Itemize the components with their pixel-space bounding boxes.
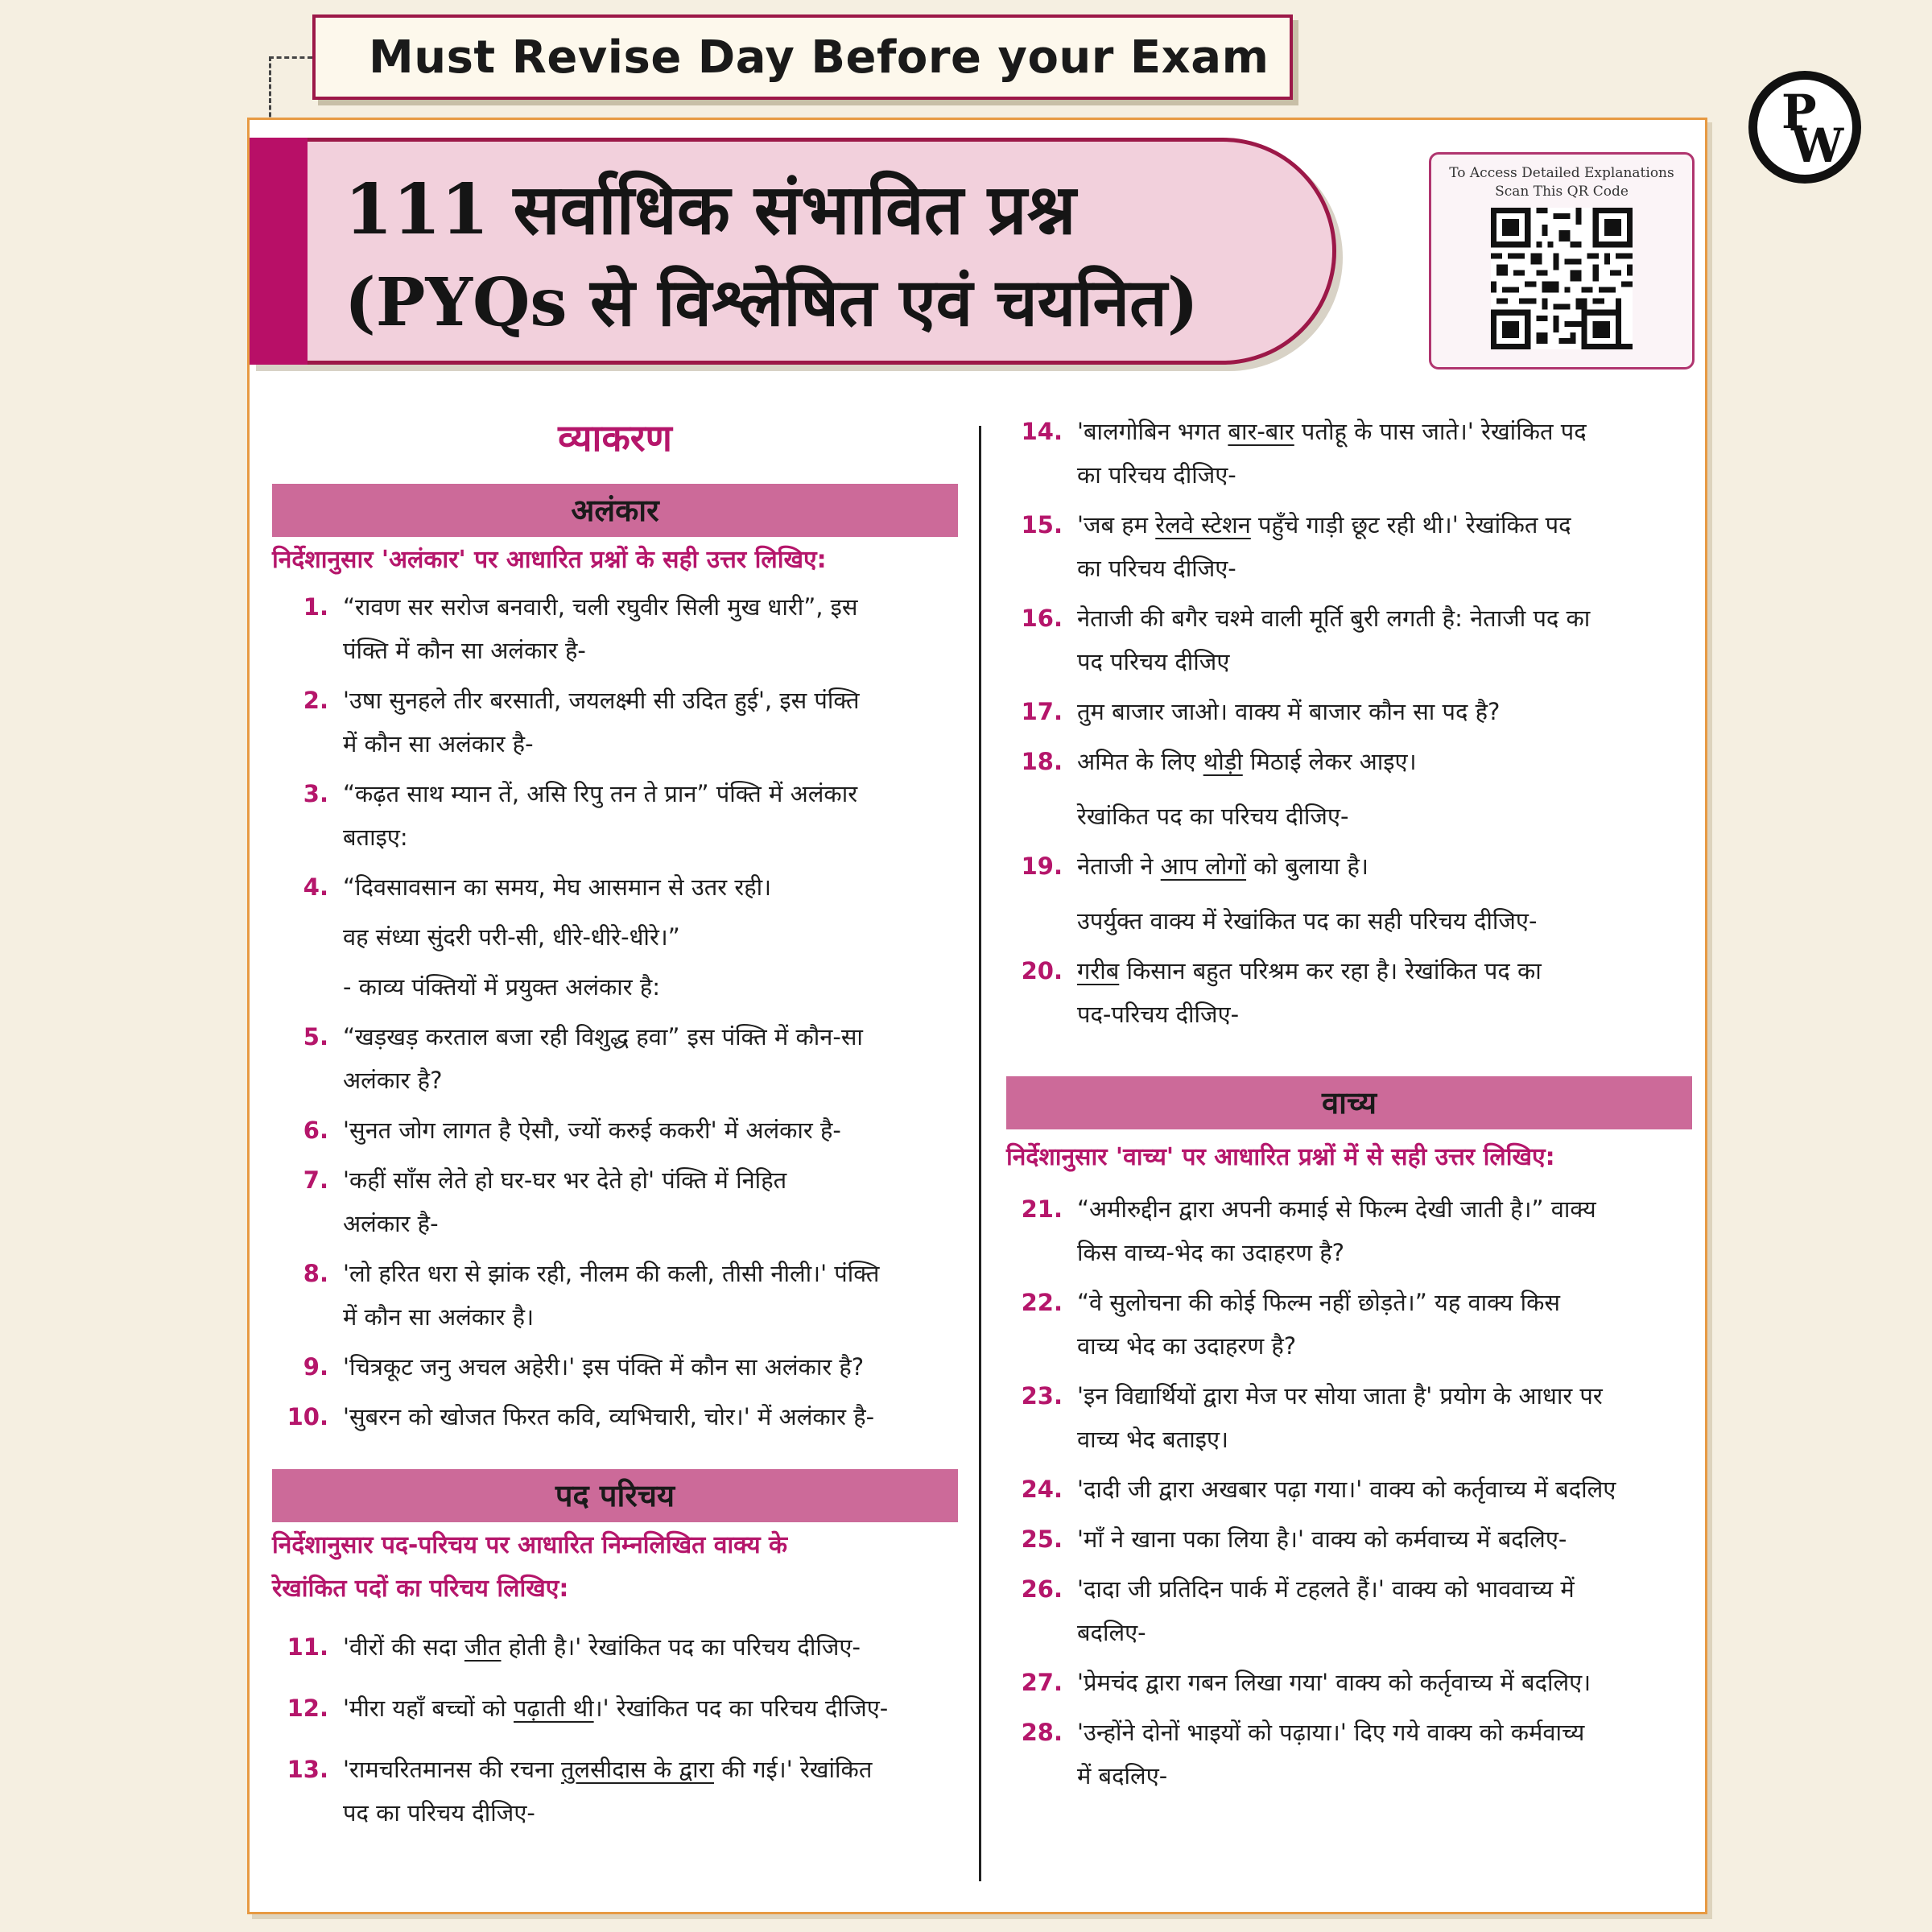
question-1: 1. “रावण सर सरोज बनवारी, चली रघुवीर सिली मुख धारी”, इस पंक्ति में कौन सा अलंकार है- — [303, 593, 858, 664]
question-18: 18. अमित के लिए थोड़ी मिठाई लेकर आइए। रेखांकित पद का परिचय दीजिए- — [1021, 748, 1417, 830]
pw-logo: P W — [1748, 71, 1861, 184]
question-2: 2. 'उषा सुनहले तीर बरसाती, जयलक्ष्मी सी उदित हुई', इस पंक्ति में कौन सा अलंकार है- — [303, 687, 860, 758]
section-title: व्याकरण — [558, 416, 672, 460]
question-27: 27. 'प्रेमचंद द्वारा गबन लिखा गया' वाक्य को कर्तृवाच्य में बदलिए। — [1021, 1669, 1591, 1696]
question-3: 3. “कढ़त साथ म्यान तें, असि रिपु तन ते प्रान” पंक्ति में अलंकार बताइए: — [303, 780, 858, 851]
question-9: 9. 'चित्रकूट जनु अचल अहेरी।' इस पंक्ति में कौन सा अलंकार है? — [303, 1353, 865, 1381]
alankar-heading: अलंकार — [272, 484, 958, 537]
question-26: 26. 'दादा जी प्रतिदिन पार्क में टहलते हैं।' वाक्य को भाववाच्य में बदलिए- — [1021, 1575, 1575, 1646]
question-4: 4. “दिवसावसान का समय, मेघ आसमान से उतर रही। वह संध्या सुंदरी परी-सी, धीरे-धीरे-धीरे।” - काव्य पंक्तियों में प्रयुक्त अलंकार है: — [303, 873, 772, 1001]
page-subtitle: (PYQs से विश्लेषित एवं चयनित) — [345, 264, 1199, 341]
question-11: 11. 'वीरों की सदा जीत होती है।' रेखांकित पद का परिचय दीजिए- — [287, 1633, 861, 1661]
top-banner — [312, 14, 1293, 100]
question-19: 19. नेताजी ने आप लोगों को बुलाया है। उपर्युक्त वाक्य में रेखांकित पद का सही परिचय दीजिए- — [1021, 852, 1538, 935]
vachya-instruction: निर्देशानुसार 'वाच्य' पर आधारित प्रश्नों में से सही उत्तर लिखिए: — [1006, 1143, 1555, 1171]
left-column — [272, 410, 958, 1841]
question-7: 7. 'कहीं साँस लेते हो घर-घर भर देते हो' पंक्ति में निहित अलंकार है- — [303, 1166, 787, 1237]
alankar-instruction: निर्देशानुसार 'अलंकार' पर आधारित प्रश्नों के सही उत्तर लिखिए: — [272, 546, 827, 574]
column-divider — [979, 426, 981, 1881]
question-24: 24. 'दादी जी द्वारा अखबार पढ़ा गया।' वाक्य को कर्तृवाच्य में बदलिए — [1021, 1476, 1616, 1503]
question-23: 23. 'इन विद्यार्थियों द्वारा मेज पर सोया जाता है' प्रयोग के आधार पर वाच्य भेद बताइए। — [1021, 1382, 1603, 1453]
question-25: 25. 'माँ ने खाना पका लिया है।' वाक्य को कर्मवाच्य में बदलिए- — [1021, 1525, 1567, 1553]
question-21: 21. “अमीरुद्दीन द्वारा अपनी कमाई से फिल्म देखी जाती है।” वाक्य किस वाच्य-भेद का उदाहरण है? — [1021, 1195, 1596, 1266]
title-stripe — [250, 138, 308, 365]
page-title: 111 सर्वाधिक संभावित प्रश्न — [345, 169, 1076, 250]
qr-code-icon[interactable] — [1491, 208, 1633, 349]
question-16: 16. नेताजी की बगैर चश्मे वाली मूर्ति बुरी लगती है: नेताजी पद का पद परिचय दीजिए — [1021, 605, 1591, 675]
question-6: 6. 'सुनत जोग लागत है ऐसौ, ज्यों करुई ककरी' में अलंकार है- — [303, 1117, 841, 1144]
qr-caption-line2: Scan This QR Code — [1495, 184, 1629, 200]
banner-text: Must Revise Day Before your Exam — [369, 31, 1269, 84]
question-15: 15. 'जब हम रेलवे स्टेशन पहुँचे गाड़ी छूट रही थी।' रेखांकित पद का परिचय दीजिए- — [1021, 511, 1571, 582]
question-14: 14. 'बालगोबिन भगत बार-बार पतोहू के पास जाते।' रेखांकित पद का परिचय दीजिए- — [1021, 418, 1587, 489]
question-5: 5. “खड़खड़ करताल बजा रही विशुद्ध हवा” इस पंक्ति में कौन-सा अलंकार है? — [303, 1023, 863, 1094]
question-22: 22. “वे सुलोचना की कोई फिल्म नहीं छोड़ते।” यह वाक्य किस वाच्य भेद का उदाहरण है? — [1021, 1289, 1561, 1360]
qr-panel[interactable] — [1429, 152, 1695, 369]
question-28: 28. 'उन्होंने दोनों भाइयों को पढ़ाया।' दिए गये वाक्य को कर्मवाच्य में बदलिए- — [1021, 1719, 1585, 1790]
question-10: 10. 'सुबरन को खोजत फिरत कवि, व्यभिचारी, चोर।' में अलंकार है- — [287, 1403, 875, 1430]
pad-parichay-heading: पद परिचय — [272, 1469, 958, 1522]
vachya-heading: वाच्य — [1006, 1076, 1692, 1129]
question-sheet — [247, 118, 1707, 1914]
question-20: 20. गरीब किसान बहुत परिश्रम कर रहा है। रेखांकित पद का पद-परिचय दीजिए- — [1021, 957, 1542, 1028]
right-column — [1006, 410, 1692, 1804]
pad-instruction: निर्देशानुसार पद-परिचय पर आधारित निम्नलिखित वाक्य के रेखांकित पदों का परिचय लिखिए: — [272, 1531, 788, 1603]
qr-caption-line1: To Access Detailed Explanations — [1449, 165, 1674, 181]
question-13: 13. 'रामचरितमानस की रचना तुलसीदास के द्वारा की गई।' रेखांकित पद का परिचय दीजिए- — [287, 1756, 873, 1827]
question-17: 17. तुम बाजार जाओ। वाक्य में बाजार कौन सा पद है? — [1021, 698, 1501, 725]
question-8: 8. 'लो हरित धरा से झांक रही, नीलम की कली, तीसी नीली।' पंक्ति में कौन सा अलंकार है। — [303, 1260, 880, 1331]
question-12: 12. 'मीरा यहाँ बच्चों को पढ़ाती थी।' रेखांकित पद का परिचय दीजिए- — [287, 1695, 889, 1722]
